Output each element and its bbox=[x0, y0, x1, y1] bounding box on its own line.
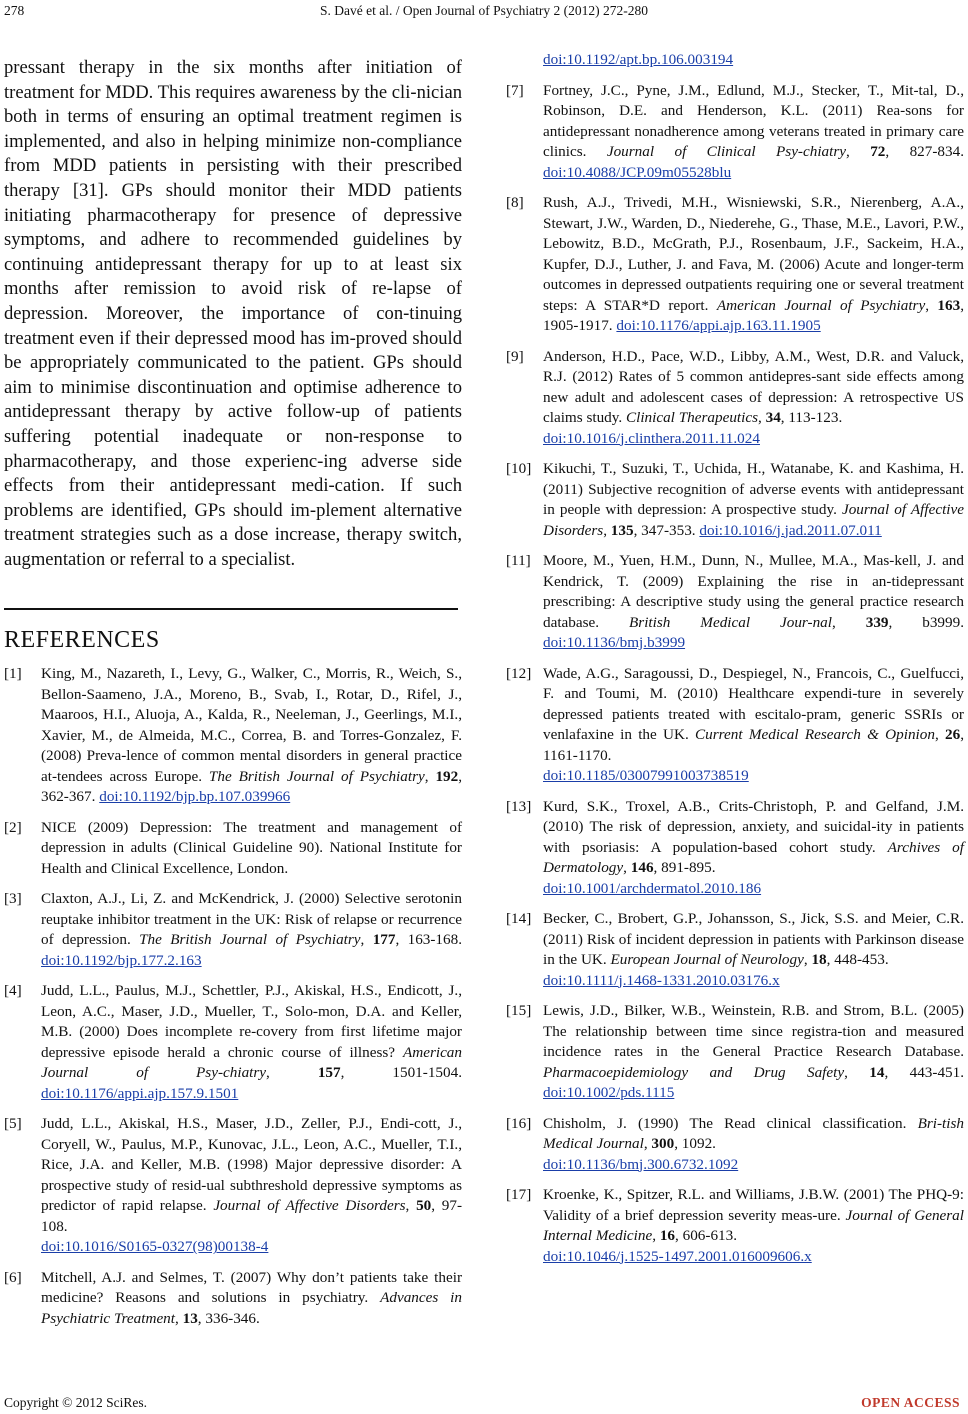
reference-pages: , 163-168. bbox=[395, 931, 463, 949]
doi-link[interactable]: doi:10.1192/apt.bp.106.003194 bbox=[543, 51, 734, 68]
reference-volume: 72 bbox=[870, 143, 886, 160]
reference-number: [6] bbox=[4, 1268, 22, 1286]
open-access-label: OPEN ACCESS bbox=[861, 1395, 960, 1410]
right-column bbox=[506, 50, 964, 1277]
reference-volume: 26 bbox=[945, 726, 961, 743]
page-number: 278 bbox=[4, 3, 25, 18]
reference-item bbox=[506, 1185, 964, 1267]
reference-item bbox=[506, 193, 964, 337]
reference-continuation bbox=[506, 50, 964, 71]
reference-pages: , 827-834. bbox=[885, 143, 964, 160]
reference-volume: 146 bbox=[630, 859, 654, 876]
reference-volume: 34 bbox=[765, 409, 781, 426]
reference-text bbox=[41, 819, 462, 877]
reference-separator: , bbox=[623, 859, 631, 876]
reference-separator: , bbox=[266, 1064, 318, 1082]
reference-authors: Anderson, H.D., Pace, W.D., Libby, A.M., West, D.R. and Valuck, R.J. (2012) Rates of 5 common antidepres-sant side effects among new adult and adolescent cases of depression: A retrospective US claims study. bbox=[543, 347, 964, 426]
reference-pages: , 362-367. bbox=[41, 767, 463, 806]
reference-journal: European Journal of Neurology bbox=[610, 951, 804, 968]
copyright-notice: Copyright © 2012 SciRes. bbox=[4, 1395, 148, 1410]
reference-number: [4] bbox=[4, 982, 22, 1000]
left-column bbox=[4, 56, 462, 1339]
reference-authors: Moore, M., Yuen, H.M., Dunn, N., Mullee, M.A., Mas-kell, J. and Kendrick, T. (2009) Explaining the rise in an-tidepressant prescribing: A descriptive study using the general practice research database. bbox=[543, 552, 964, 631]
reference-pages: , 1501-1504. bbox=[340, 1064, 462, 1082]
reference-item bbox=[4, 889, 462, 971]
reference-volume: 13 bbox=[182, 1309, 198, 1327]
reference-text bbox=[543, 798, 964, 900]
reference-item bbox=[4, 981, 462, 1104]
doi-link[interactable]: doi:10.1185/03007991003738519 bbox=[543, 767, 749, 784]
reference-list-left bbox=[4, 664, 462, 1329]
reference-volume: 16 bbox=[659, 1227, 676, 1244]
reference-separator: , bbox=[846, 143, 871, 160]
reference-item bbox=[4, 1114, 462, 1258]
reference-separator: , bbox=[360, 931, 373, 949]
reference-journal: American Journal of Psychiatry bbox=[716, 296, 926, 314]
reference-number: [3] bbox=[4, 890, 22, 908]
reference-text bbox=[543, 1186, 964, 1267]
reference-authors: Kurd, S.K., Troxel, A.B., Crits-Christoph, P. and Gelfand, J.M. (2010) The risk of depression, anxiety, and suicidal-ity in patients with psoriasis: A population-based cohort study. bbox=[543, 797, 964, 856]
reference-volume: 163 bbox=[937, 296, 961, 314]
reference-item bbox=[506, 459, 964, 541]
reference-journal: Advances in Psychiatric Treatment bbox=[41, 1289, 462, 1327]
reference-text bbox=[41, 1115, 462, 1258]
reference-item bbox=[506, 347, 964, 450]
reference-authors: Fortney, J.C., Pyne, J.M., Edlund, M.J., Stecker, T., Mit-tal, D., Robinson, D.E. and Henderson, K.L. (2011) Rea-sons for antidepressant nonadherence among veterans treated in primary care clinics. bbox=[543, 81, 964, 160]
doi-link[interactable]: doi:10.1046/j.1525-1497.2001.016009606.x bbox=[543, 1247, 812, 1265]
doi-link[interactable]: doi:10.1016/S0165-0327(98)00138-4 bbox=[41, 1238, 269, 1256]
reference-authors: King, M., Nazareth, I., Levy, G., Walker, C., Morris, R., Weich, S., Bellon-Saameno, J.A., Moreno, B., Svab, I., Rotar, D., Rifel, J., Maaroos, H.I., Aluoja, A., Kalda, R., Neeleman, J., Geerlings, M.I., Xavier, M., de Almeida, M.C., Correa, B. and Torres-Gonzalez, F. (2008) Preva-lence of common mental disorders in general practice at-tendees across Europe. bbox=[41, 665, 462, 785]
reference-item bbox=[4, 1268, 462, 1330]
section-divider bbox=[4, 608, 458, 610]
reference-journal: Archives of Dermatology bbox=[543, 838, 964, 876]
reference-number: [15] bbox=[506, 1002, 532, 1019]
reference-journal: Journal of General Internal Medicine bbox=[543, 1206, 965, 1244]
reference-item bbox=[506, 551, 964, 654]
reference-pages: , 891-895. bbox=[653, 859, 716, 876]
reference-number: [16] bbox=[506, 1114, 532, 1132]
reference-text bbox=[543, 665, 964, 787]
reference-pages: , 1905-1917. bbox=[543, 296, 964, 334]
reference-pages: , 448-453. bbox=[826, 951, 889, 968]
reference-pages: , 606-613. bbox=[675, 1227, 738, 1244]
reference-separator: , bbox=[832, 613, 866, 631]
doi-link[interactable]: doi:10.1111/j.1468-1331.2010.03176.x bbox=[543, 971, 780, 989]
reference-volume: 135 bbox=[610, 521, 634, 539]
reference-separator: , bbox=[424, 767, 436, 785]
reference-number: [5] bbox=[4, 1115, 22, 1133]
reference-list-right bbox=[506, 81, 964, 1268]
doi-link[interactable]: doi:10.4088/JCP.09m05528blu bbox=[543, 163, 732, 181]
reference-item bbox=[506, 1001, 964, 1104]
reference-authors: Wade, A.G., Saragoussi, D., Despiegel, N., Francois, C., Guelfucci, F. and Toumi, M. (2010) Healthcare expendi-ture in severely depressed patients treated with escitalo-pram, generic SSRIs or venlafaxine in the UK. bbox=[543, 664, 964, 743]
reference-number: [13] bbox=[506, 797, 532, 815]
reference-text bbox=[41, 982, 462, 1102]
doi-link[interactable]: doi:10.1016/j.clinthera.2011.11.024 bbox=[543, 429, 760, 447]
reference-number: [7] bbox=[506, 81, 524, 99]
reference-item bbox=[506, 664, 964, 787]
reference-volume: 14 bbox=[869, 1063, 885, 1081]
reference-authors: Kikuchi, T., Suzuki, T., Uchida, H., Watanabe, K. and Kashima, H. (2011) Subjective recognition of adverse events with antidepressant in people with depression: A prospective study. bbox=[543, 460, 964, 518]
reference-volume: 18 bbox=[811, 951, 827, 968]
reference-journal: Current Medical Research & Opinion bbox=[695, 726, 935, 743]
reference-authors: NICE (2009) Depression: The treatment and management of depression in adults (Clinical Guideline 90). National Institute for Health and Clinical Excellence, London. bbox=[41, 818, 462, 877]
reference-text bbox=[41, 890, 462, 969]
reference-pages: , 97-108. bbox=[41, 1197, 463, 1235]
running-head: S. Davé et al. / Open Journal of Psychiatry 2 (2012) 272-280 bbox=[319, 3, 649, 18]
doi-link[interactable]: doi:10.1136/bmj.300.6732.1092 bbox=[543, 1155, 739, 1173]
reference-number: [8] bbox=[506, 194, 524, 211]
reference-separator: , bbox=[844, 1063, 870, 1081]
reference-item bbox=[506, 1114, 964, 1176]
reference-authors: Becker, C., Brobert, G.P., Johansson, S., Jick, S.S. and Meier, C.R. (2011) Risk of incident depression in patients with Parkinson disease in the UK. bbox=[543, 910, 964, 968]
reference-pages: , b3999. bbox=[888, 613, 965, 631]
reference-item bbox=[4, 818, 462, 880]
reference-journal: American Journal of Psy-chiatry bbox=[41, 1043, 462, 1082]
doi-link[interactable]: doi:10.1016/j.jad.2011.07.011 bbox=[699, 521, 882, 539]
doi-link[interactable]: doi:10.1192/bjp.177.2.163 bbox=[41, 951, 202, 969]
reference-number: [10] bbox=[506, 460, 532, 477]
reference-authors: Judd, L.L., Paulus, M.J., Schettler, P.J., Akiskal, H.S., Endicott, J., Leon, A.C., Maser, J.D., Mueller, T., Solo-mon, D.A. and Keller, M.B. (2000) Does incomplete re-covery from first lifetime major depressive episode herald a chronic course of illness? bbox=[41, 982, 462, 1061]
reference-separator: , bbox=[925, 296, 938, 314]
reference-separator: , bbox=[652, 1227, 660, 1244]
reference-journal: Journal of Affective Disorders bbox=[543, 501, 964, 539]
reference-authors: Chisholm, J. (1990) The Read clinical classification. bbox=[543, 1114, 918, 1132]
doi-link[interactable]: doi:10.1176/appi.ajp.157.9.1501 bbox=[41, 1084, 239, 1102]
reference-journal: Journal of Affective Disorders bbox=[213, 1197, 406, 1215]
reference-authors: Kroenke, K., Spitzer, R.L. and Williams, J.B.W. (2001) The PHQ-9: Validity of a brief depression severity meas-ure. bbox=[543, 1186, 964, 1224]
reference-text bbox=[543, 1002, 964, 1101]
body-paragraph: pressant therapy in the six months after initiation of treatment for MDD. This requires awareness by the cli-nician both in terms of ensuring an optimal treatment regimen is implemented, and also in helping minimize non-compliance from MDD patients in persisting with their prescribed therapy [31]. GPs should monitor their MDD patients initiating pharmacotherapy for presence of depressive symptoms, and adhere to recommended guidelines by continuing antidepressant therapy for up to at least six months after remission to avoid risk of re-lapse of depression. Moreover, the importance of con-tinuing treatment even if their depressed mood has im-proved should be appropriately communicated to the patient. GPs should aim to minimise discontinuation and optimise adherence to antidepressant therapy by active follow-up of patients suffering potential inadequate or non-response to pharmacotherapy, and those experienc-ing adverse side effects from their antidepressant medi-cation. If such problems are identified, GPs should im-plement alternative treatment strategies such as a dose increase, therapy switch, augmentation or referral to a specialist. bbox=[4, 57, 462, 570]
reference-number: [2] bbox=[4, 818, 22, 836]
reference-text bbox=[41, 1269, 462, 1327]
reference-separator: , bbox=[175, 1309, 183, 1327]
reference-separator: , bbox=[603, 521, 611, 539]
reference-text bbox=[543, 910, 964, 991]
reference-pages: , 347-353. bbox=[633, 521, 700, 539]
reference-volume: 50 bbox=[416, 1197, 432, 1215]
doi-link[interactable]: doi:10.1192/bjp.bp.107.039966 bbox=[99, 788, 291, 806]
reference-volume: 192 bbox=[435, 767, 459, 785]
reference-text bbox=[543, 1115, 964, 1176]
reference-journal: Bri-tish Medical Journal bbox=[543, 1114, 964, 1152]
reference-separator: , bbox=[934, 726, 946, 743]
references-heading: REFERENCES bbox=[4, 627, 160, 654]
reference-pages: , 1161-1170. bbox=[543, 726, 965, 764]
reference-volume: 300 bbox=[651, 1135, 675, 1152]
reference-item bbox=[4, 664, 462, 808]
reference-text bbox=[543, 348, 964, 450]
reference-separator: , bbox=[405, 1197, 417, 1215]
reference-number: [1] bbox=[4, 665, 22, 683]
reference-volume: 157 bbox=[317, 1064, 341, 1082]
reference-item bbox=[506, 909, 964, 991]
reference-journal: The British Journal of Psychiatry bbox=[139, 931, 361, 949]
reference-journal: The British Journal of Psychiatry bbox=[208, 767, 425, 785]
reference-journal: Clinical Therapeutics bbox=[625, 409, 759, 426]
reference-volume: 177 bbox=[372, 931, 396, 949]
reference-journal: British Medical Jour-nal bbox=[629, 613, 832, 631]
reference-number: [14] bbox=[506, 910, 532, 927]
reference-authors: Lewis, J.D., Bilker, W.B., Weinstein, R.B. and Strom, B.L. (2005) The relationship between time since registra-tion and measured incidence rates in the General Practice Research Database. bbox=[543, 1002, 964, 1060]
reference-separator: , bbox=[643, 1135, 652, 1152]
doi-link[interactable]: doi:10.1176/appi.ajp.163.11.1905 bbox=[616, 317, 821, 334]
reference-text bbox=[543, 82, 964, 181]
reference-text bbox=[41, 665, 462, 805]
reference-text bbox=[543, 194, 964, 334]
reference-text bbox=[543, 460, 964, 539]
reference-authors: Judd, L.L., Akiskal, H.S., Maser, J.D., Zeller, P.J., Endi-cott, J., Coryell, W., Paulus, M.P., Kunovac, J.L., Leon, A.C., Mueller, T.I., Rice, J.A. and Keller, M.B. (1998) Major depressive disorder: A prospective study of resid-ual subthreshold depressive symptoms as predictor of rapid relapse. bbox=[41, 1115, 462, 1215]
reference-item bbox=[506, 797, 964, 900]
reference-text bbox=[543, 552, 964, 651]
reference-journal: Journal of Clinical Psy-chiatry bbox=[606, 143, 847, 160]
doi-link[interactable]: doi:10.1136/bmj.b3999 bbox=[543, 634, 686, 651]
reference-pages: , 113-123. bbox=[780, 409, 843, 426]
reference-authors: Mitchell, A.J. and Selmes, T. (2007) Why don’t patients take their medicine? Reasons and solutions in psychiatry. bbox=[41, 1268, 462, 1307]
reference-number: [12] bbox=[506, 664, 532, 682]
reference-pages: , 443-451. bbox=[884, 1063, 965, 1081]
reference-separator: , bbox=[803, 951, 812, 968]
reference-item bbox=[506, 81, 964, 184]
page-header bbox=[0, 0, 968, 30]
reference-journal: Pharmacoepidemiology and Drug Safety bbox=[543, 1063, 845, 1081]
reference-number: [11] bbox=[506, 552, 531, 569]
reference-pages: , 1092. bbox=[674, 1135, 716, 1152]
doi-link[interactable]: doi:10.1002/pds.1115 bbox=[543, 1084, 675, 1101]
reference-separator: , bbox=[758, 409, 766, 426]
reference-pages: , 336-346. bbox=[197, 1309, 260, 1327]
reference-number: [17] bbox=[506, 1186, 532, 1203]
reference-authors: Rush, A.J., Trivedi, M.H., Wisniewski, S.R., Nierenberg, A.A., Stewart, J.W., Warden, D., Niederehe, G., Thase, M.E., Lavori, P.W., Lebowitz, B.D., McGrath, P.J., Rosenbaum, J.F., Sackeim, H.A., Kupfer, D.J., Luther, J. and Fava, M. (2006) Acute and longer-term outcomes in depressed outpatients requiring one or several treatment steps: A STAR*D report. bbox=[543, 194, 964, 314]
reference-number: [9] bbox=[506, 347, 524, 365]
reference-authors: Claxton, A.J., Li, Z. and McKendrick, J. (2000) Selective serotonin reuptake inhibitor treatment in the UK: Risk of relapse or recurrence of depression. bbox=[41, 890, 462, 949]
doi-link[interactable]: doi:10.1001/archdermatol.2010.186 bbox=[543, 879, 762, 897]
reference-volume: 339 bbox=[865, 613, 889, 631]
